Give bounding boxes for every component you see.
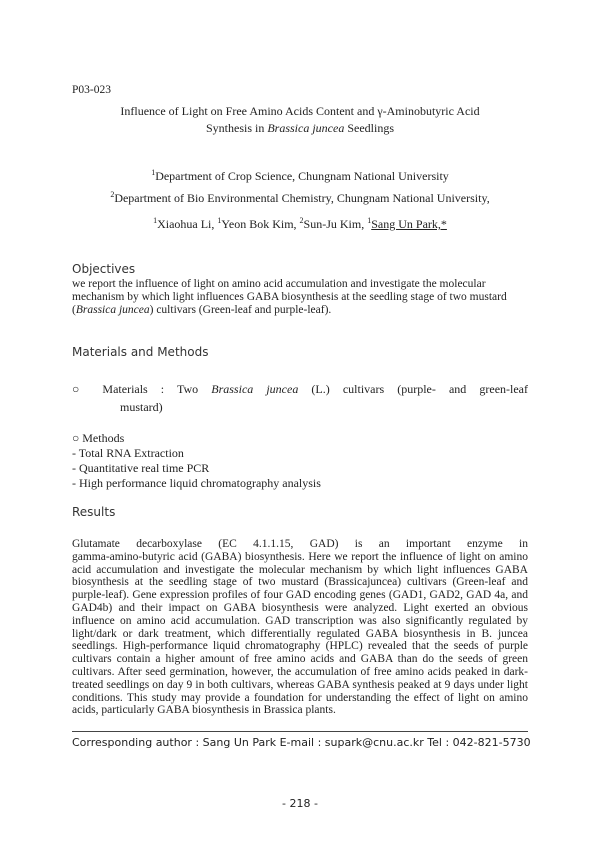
methods-label: ○ Methods <box>72 431 125 445</box>
objectives-heading: Objectives <box>72 262 136 276</box>
poster-code: P03-023 <box>72 84 111 96</box>
results-text: Glutamate decarboxylase (EC 4.1.1.15, GAD) is an important enzyme in gamma-amino-butyric acid (GABA) biosynthesis. Here we report the influence of light on amino acid accumulation and investigate the molecular mechanism by which light influences GABA biosynthesis at the seedling stage of two mustard (Brassicajuncea) cultivars (Green-leaf and purple-leaf). Gene expression profiles of four GAD encoding genes (GAD1, GAD2, GAD 4a, and GAD4b) and their impact on GABA biosynthesis were analyzed. Light exerted an obvious influence on amino acid accumulation. GAD transcription was also significantly regulated by light/dark or dark treatment, which differentially regulated GABA biosynthesis in B. juncea seedlings. High-performance liquid chromatography (HPLC) revealed that the seeds of purple cultivars contain a higher amount of free amino acids and GABA than do the seeds of green cultivars. After seed germination, however, the accumulation of free amino acids peaked in dark-treated seedlings on day 9 in both cultivars, whereas GABA synthesis peaked at 9 days under light conditions. This study may provide a foundation for understanding the effect of light on amino acids, particularly GABA biosynthesis in Brassica plants. <box>72 538 528 717</box>
paper-title <box>72 103 528 137</box>
author-name: Yeon Bok Kim, <box>221 217 300 231</box>
footer-divider <box>72 731 528 732</box>
methods-list <box>72 431 321 491</box>
author-name: Xiaohua Li, <box>157 217 218 231</box>
title-line-2: Synthesis in Brassica juncea Seedlings <box>205 121 394 135</box>
list-item: - High performance liquid chromatography analysis <box>72 476 321 490</box>
list-item: - Total RNA Extraction <box>72 446 184 460</box>
corresponding-author-footer: Corresponding author : Sang Un Park E-mail : supark@cnu.ac.kr Tel : 042-821-5730 <box>72 736 531 749</box>
materials-methods-heading: Materials and Methods <box>72 345 209 359</box>
page-number: - 218 - <box>282 797 318 810</box>
affiliation-1: $^1$Department of Crop Science, Chungnam National University <box>151 168 449 183</box>
author-list: $^1$Xiaohua Li, $^1$Yeon Bok Kim, $^2$Sun-Ju Kim, $^1$Sang Un Park,* <box>153 216 447 231</box>
author-name: Sun-Ju Kim, <box>303 217 368 231</box>
objectives-text: we report the influence of light on amino acid accumulation and investigate the molecular mechanism by which light influences GABA biosynthesis at the seedling stage of two mustard (Brassica juncea) cultivars (Green-leaf and purple-leaf). <box>72 278 507 316</box>
results-heading: Results <box>72 505 116 519</box>
title-line-1: Influence of Light on Free Amino Acids Content and γ-Aminobutyric Acid <box>120 104 480 118</box>
affiliation-2: $^2$Department of Bio Environmental Chemistry, Chungnam National University, <box>110 190 490 205</box>
list-item: - Quantitative real time PCR <box>72 461 210 475</box>
materials-item: ○ Materials : Two Brassica juncea (L.) cultivars (purple- and green-leaf mustard) <box>72 382 528 414</box>
corresponding-author-name: Sang Un Park,* <box>371 217 447 231</box>
